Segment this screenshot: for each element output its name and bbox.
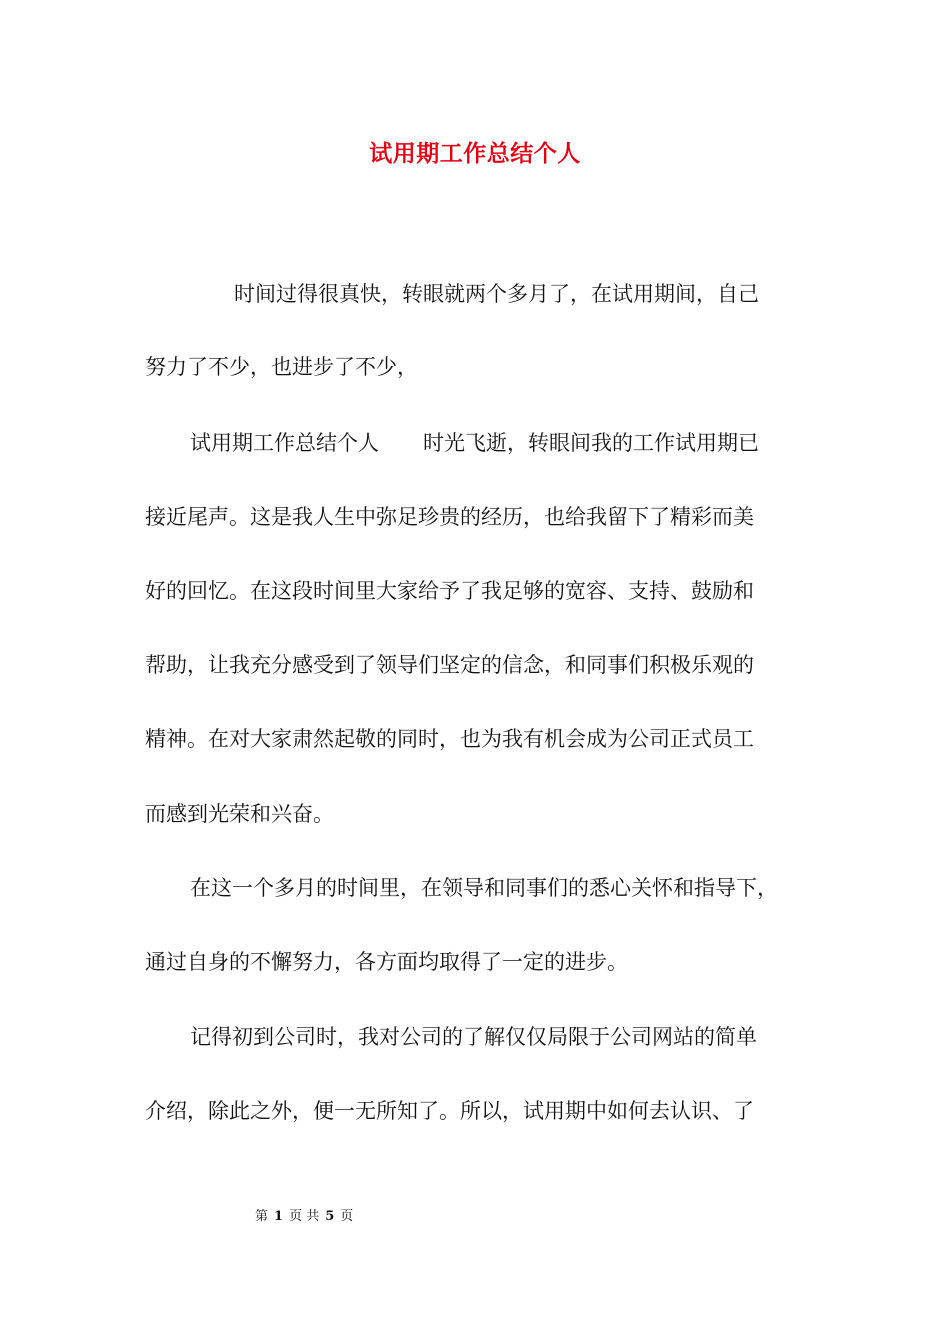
- paragraph-line: 而感到光荣和兴奋。: [145, 802, 334, 826]
- paragraph-line: 精神。在对大家肃然起敬的同时，也为我有机会成为公司正式员工: [145, 727, 754, 751]
- paragraph-line: 好的回忆。在这段时间里大家给予了我足够的宽容、支持、鼓励和: [145, 579, 754, 603]
- paragraph-line: 努力了不少，也进步了不少，: [145, 355, 418, 379]
- footer-middle: 页 共: [289, 1209, 320, 1224]
- paragraph-line: 接近尾声。这是我人生中弥足珍贵的经历，也给我留下了精彩而美: [145, 505, 754, 529]
- paragraph-line: 帮助，让我充分感受到了领导们坚定的信念，和同事们积极乐观的: [145, 653, 754, 677]
- page-footer: [0, 1208, 950, 1226]
- inline-heading: 试用期工作总结个人: [190, 431, 379, 455]
- paragraph-line: 通过自身的不懈努力，各方面均取得了一定的进步。: [145, 950, 628, 974]
- paragraph-line: 时间过得很真快，转眼就两个多月了，在试用期间，自己: [234, 282, 759, 306]
- paragraph-line: 介绍，除此之外，便一无所知了。所以，试用期中如何去认识、了: [145, 1099, 754, 1123]
- document-title: 试用期工作总结个人: [369, 140, 581, 167]
- footer-suffix: 页: [340, 1209, 354, 1224]
- paragraph-line: 在这一个多月的时间里，在领导和同事们的悉心关怀和指导下，: [190, 876, 778, 900]
- inline-text: 时光飞逝，转眼间我的工作试用期已: [423, 431, 759, 455]
- paragraph-line: 记得初到公司时，我对公司的了解仅仅局限于公司网站的简单: [190, 1025, 757, 1049]
- paragraph-line: [190, 428, 759, 458]
- footer-total-pages: 5: [325, 1209, 335, 1224]
- footer-page-number: 1: [274, 1209, 284, 1224]
- footer-prefix: 第: [255, 1209, 269, 1224]
